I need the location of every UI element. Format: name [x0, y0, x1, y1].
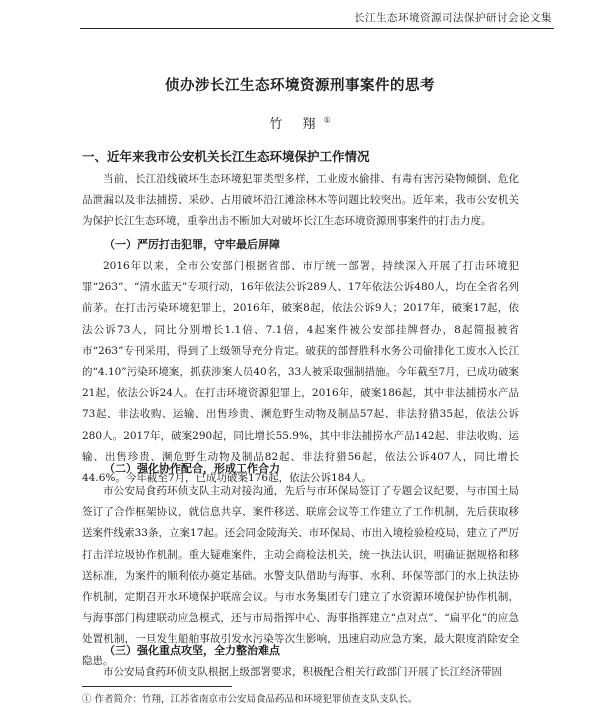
section-heading-1: 一、近年来我市公安机关长江生态环境保护工作情况: [82, 149, 370, 164]
subsection-2-paragraph: 市公安局食药环侦支队主动对接沟通，先后与市环保局签订了专题会议纪要，与市国土局签订了合作框架协议，就信息共享、案件移送、联席会议等工作建立了工作机制，先后获取移送案件线索33条，立案17起。还会同金陵海关、市环保局、市出入境检验检疫局，建立了严厉打击洋垃圾协作机制。重大疑难案件，主动会商检法机关，统一执法认识，明确证据规格和移送标准，为案件的顺利依办奠定基础。水警支队借助与海事、水利、环保等部门的水上执法协作机制，定期召开水环境保护联席会议。与市水务集团专门建立了水资源环境保护协作机制，与海事部门构建联动应急模式，还与市局指挥中心、海事指挥建立“点对点”、“扁平化”的应急处置机制，一旦发生船舶事故引发水污染等次生影响，迅速启动应急方案，最大限度消除安全隐患。: [82, 485, 519, 667]
subsection-3-paragraph: 市公安局食药环侦支队根据上级部署要求，积极配合相关行政部门开展了长江经济带固: [103, 666, 502, 678]
subsection-heading-2: （二）强化协作配合，形成工作合力: [104, 462, 280, 475]
footnote: ① 作者简介：竹翔，江苏省南京市公安局食品药品和环境犯罪侦查支队支队长。: [82, 694, 418, 705]
subsection-1-paragraph: 2016年以来，全市公安部门根据省部、市厅统一部署，持续深入开展了打击环境犯罪“263”、“清水蓝天”专项行动，16年依法公诉289人、17年依法公诉480人，均在全省名列前茅。在打击污染环境犯罪上，2016年，破案8起，依法公诉9人；2017年，破案17起，依法公诉73人，同比分别增长1.1倍、7.1倍，4起案件被公安部挂牌督办，8起简报被省市“263”专刊采用，得到了上级领导充分肯定。破获的部督胜科水务公司偷排化工废水入长江的“4.10”污染环境案，抓获涉案人员40名，33人被采取强制措施。今年截至7月，已成功破案21起，依法公诉24人。在打击环境资源犯罪上，2016年，破案186起，其中非法捕捞水产品73起、非法收购、运输、出售珍贵、濒危野生动物及制品57起、非法狩猎35起，依法公诉280人。2017年，破案290起，同比增长55.9%，其中非法捕捞水产品142起、非法收购、运输、出售珍贵、濒危野生动物及制品82起、非法狩猎56起，依法公诉407人，同比增长44.6%。今年截至7月，已成功破案176起，依法公诉184人。: [82, 260, 519, 485]
subsection-heading-3: （三）强化重点攻坚，全力整治难点: [104, 644, 280, 657]
paper-title: 侦办涉长江生态环境资源刑事案件的思考: [165, 78, 435, 94]
subsection-heading-1: （一）严厉打击犯罪，守牢最后屏障: [104, 238, 280, 251]
author-footnote-mark: ①: [323, 115, 331, 125]
author-line: [0, 113, 600, 132]
footnote-rule: [82, 686, 232, 687]
header-rule: [80, 28, 554, 29]
intro-paragraph: 当前，长江沿线破坏生态环境犯罪类型多样，工业废水偷排、有毒有害污染物倾倒、危化品泄漏以及非法捕捞、采砂、占用破坏沿江滩涂林木等问题比较突出。近年来，我市公安机关为保护长江生态环境，重拳出击不断加大对破坏长江生态环境资源刑事案件的打击力度。: [82, 173, 519, 228]
running-header: 长江生态环境资源司法保护研讨会论文集: [354, 12, 552, 24]
author-name: 竹 翔: [269, 117, 324, 132]
